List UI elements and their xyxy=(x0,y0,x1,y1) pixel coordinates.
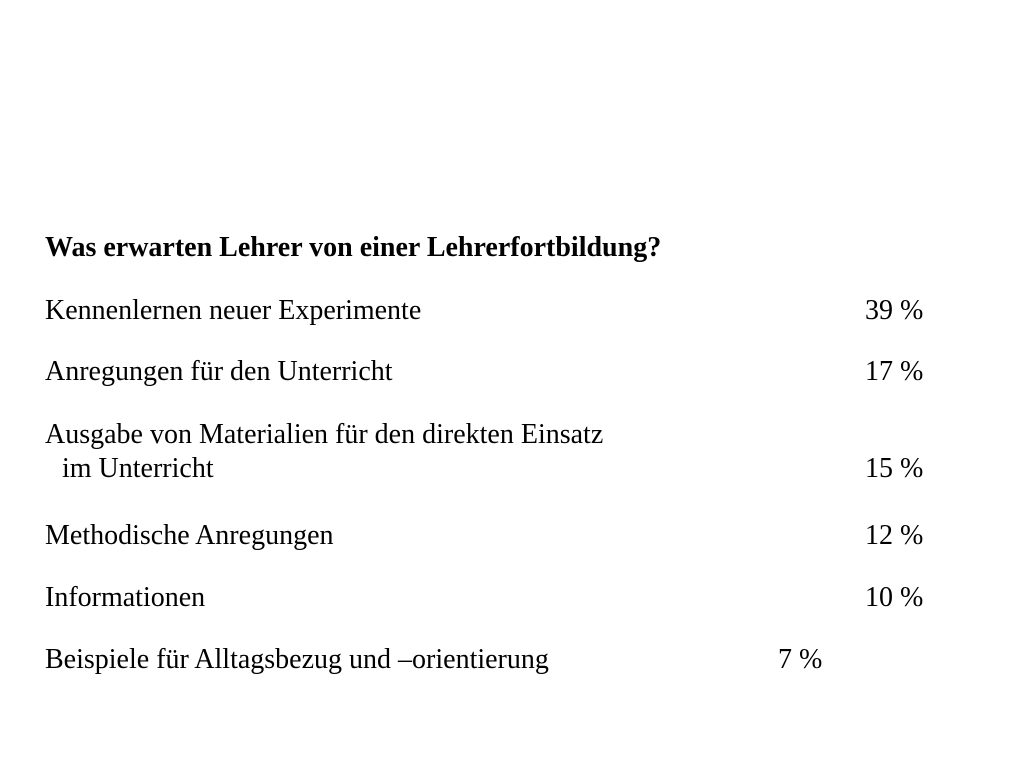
slide-title: Was erwarten Lehrer von einer Lehrerfortbildung? xyxy=(45,232,662,263)
item-label: Beispiele für Alltagsbezug und –orientierung xyxy=(45,644,549,675)
list-item xyxy=(45,581,945,617)
item-label: Methodische Anregungen xyxy=(45,520,334,551)
list-item xyxy=(45,294,945,330)
item-label: Kennenlernen neuer Experimente xyxy=(45,295,422,326)
item-label: Anregungen für den Unterricht xyxy=(45,356,393,387)
list-item xyxy=(45,355,945,391)
item-label-continued: im Unterricht xyxy=(62,453,214,484)
item-percent: 39 % xyxy=(865,295,924,326)
list-item xyxy=(45,519,945,555)
list-item xyxy=(45,418,945,490)
item-percent: 12 % xyxy=(865,520,924,551)
item-percent: 10 % xyxy=(865,582,924,613)
item-percent: 7 % xyxy=(778,644,823,675)
list-item xyxy=(45,643,945,679)
item-label: Informationen xyxy=(45,582,206,613)
item-label: Ausgabe von Materialien für den direkten Einsatz xyxy=(45,419,604,450)
item-percent: 15 % xyxy=(865,453,924,484)
item-percent: 17 % xyxy=(865,356,924,387)
